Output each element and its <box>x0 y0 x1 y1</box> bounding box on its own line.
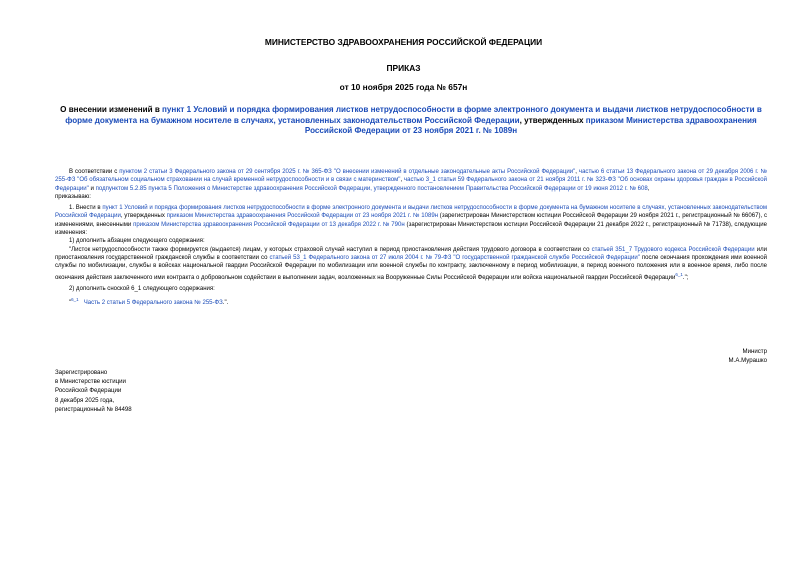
link-conditions-item1-body[interactable]: пункт 1 Условий и порядка формирования листков нетрудоспособности в форме электронного документа и выдачи листков нетрудоспособности в форме документа на бумажном носителе в случаях, установленных законодательством Российской Федерации <box>55 205 768 220</box>
document-body <box>55 168 767 307</box>
registration-line: Российской Федерации <box>55 387 122 395</box>
link-conditions-item1[interactable]: пункт 1 Условий и порядка формирования листков нетрудоспособности в форме электронного документа и выдачи листков нетрудоспособности в форме документа на бумажном носителе в случаях, установленных законодательством Российской Федерации <box>65 105 762 125</box>
link-labor-code-351-7[interactable]: статьей 351_7 Трудового кодекса Российской Федерации <box>591 246 755 253</box>
registration-line: Зарегистрировано <box>55 369 108 376</box>
link-order-1089n-body[interactable]: приказом Министерства здравоохранения Российской Федерации от 23 ноября 2021 г. № 1089н <box>166 213 439 220</box>
preamble-paragraph: В соответствии с пунктом 2 статьи 3 Федерального закона от 29 сентября 2025 г. № 365-ФЗ "О внесении изменений в отдельные законодательные акты Российской Федерации", частью 6 статьи 13 Федерального закона от 29 декабря 2006 г. № 255-ФЗ "Об обязательном социальном страховании на случай временной нетрудоспособности и в связи с материнством", частью 3_1 статьи 59 Федерального закона от 21 ноября 2011 г. № 323-ФЗ "Об основах охраны здоровья граждан в Российской Федерации" и подпунктом 5.2.85 пункта 5 Положения о Министерстве здравоохранения Российской Федерации, утвержденного постановлением Правительства Российской Федерации от 19 июня 2012 г. № 608, <box>55 169 767 192</box>
subitem-1: 1) дополнить абзацем следующего содержания: <box>69 238 205 245</box>
registration-line: регистрационный № 84498 <box>55 405 132 413</box>
link-order-790n[interactable]: приказом Министерства здравоохранения Российской Федерации от 13 декабря 2022 г. № 790н <box>133 221 405 228</box>
document-subject: О внесении изменений в пункт 1 Условий и порядка формирования листков нетрудоспособности в форме электронного документа и выдачи листков нетрудоспособности в форме документа на бумажном носителе в случаях, установленных законодательством Российской Федерации, утвержденных приказом Министерства здравоохранения Российской Федерации от 23 ноября 2021 г. № 1089н <box>60 105 762 135</box>
item-1-paragraph: 1. Внести в пункт 1 Условий и порядка формирования листков нетрудоспособности в форме электронного документа и выдачи листков нетрудоспособности в форме документа на бумажном носителе в случаях, установленных законодательством Российской Федерации, утвержденных приказом Министерства здравоохранения Российской Федерации от 23 ноября 2021 г. № 1089н (зарегистрирован Министерством юстиции Российской Федерации 29 ноября 2021 г., регистрационный № 66067), с изменениями, внесенными приказом Министерства здравоохранения Российской Федерации от 13 декабря 2022 г. № 790н (зарегистрирован Министерством юстиции Российской Федерации 21 декабря 2022 г., регистрационный № 71738), следующие изменения: <box>55 205 768 237</box>
link-law-255fz[interactable]: частью 6 статьи 13 Федерального закона от 29 декабря 2006 г. № 255-ФЗ "Об обязательном социальном страховании на случай временной нетрудоспособности и в связи с материнством" <box>55 169 767 184</box>
prikazyvayu-line: приказываю: <box>55 193 91 200</box>
subitem-2: 2) дополнить сноской 6_1 следующего содержания: <box>69 285 215 292</box>
link-law-79fz[interactable]: статьей 53_1 Федерального закона от 27 июля 2004 г. № 79-ФЗ "О государственной гражданской службе Российской Федерации" <box>269 254 640 261</box>
registration-line: 8 декабря 2025 года, <box>55 396 115 404</box>
link-law-365fz[interactable]: пунктом 2 статьи 3 Федерального закона от 29 сентября 2025 г. № 365-ФЗ "О внесении изменений в отдельные законодательные акты Российской Федерации" <box>119 169 576 175</box>
footnote-text: "$^{6\_1}$ Часть 2 статьи 5 Федерального закона № 255-ФЗ.". <box>69 297 229 307</box>
registration-line: в Министерстве юстиции <box>55 378 126 386</box>
registration-block <box>55 368 132 414</box>
link-law-323fz[interactable]: частью 3_1 статьи 59 Федерального закона от 21 ноября 2011 г. № 323-ФЗ "Об основах охраны здоровья граждан в Российской Федерации" <box>55 177 767 192</box>
link-law-255fz-art5[interactable]: Часть 2 статьи 5 Федерального закона № 255-ФЗ <box>83 300 223 307</box>
ministry-name: МИНИСТЕРСТВО ЗДРАВООХРАНЕНИЯ РОССИЙСКОЙ ФЕДЕРАЦИИ <box>264 37 543 47</box>
signatory-position: Министр <box>742 348 767 355</box>
footnote-ref-6-1[interactable]: 6_1 <box>675 271 683 277</box>
quoted-paragraph: "Листок нетрудоспособности также формируется (выдается) лицам, у которых страховой случай наступил в период приостановления действия трудового договора в соответствии со статьей 351_7 Трудового кодекса Российской Федерации или приостановления государственной гражданской службы в соответствии со статьей 53_1 Федерального закона от 27 июля 2004 г. № 79-ФЗ "О государственной гражданской службе Российской Федерации" после окончания прохождения ими военной службы по мобилизации, службы в войсках национальной гвардии Российской Федерации по мобилизации или военной службы по контракту, заключенному в период мобилизации, в период военного положения или в военное время, либо после окончания действия заключенного ими контракта о добровольном содействии в выполнении задач, возложенных на Вооруженные Силы Российской Федерации или войска национальной гвардии Российской Федерации$^{6\_1}$."; <box>55 246 767 281</box>
signature-block <box>729 347 767 365</box>
signatory-name: М.А.Мурашко <box>728 357 767 364</box>
document-date-number: от 10 ноября 2025 года № 657н <box>339 82 468 92</box>
footnote-mark-6-1[interactable]: 6_1 <box>71 297 79 303</box>
link-order-1089n[interactable]: приказом Министерства здравоохранения Российской Федерации от 23 ноября 2021 г. № 1089н <box>304 115 757 135</box>
document-type: ПРИКАЗ <box>386 63 421 73</box>
link-regulation-608[interactable]: подпунктом 5.2.85 пункта 5 Положения о Министерстве здравоохранения Российской Федерации, утвержденного постановлением Правительства Российской Федерации от 19 июня 2012 г. № 608 <box>95 185 648 192</box>
